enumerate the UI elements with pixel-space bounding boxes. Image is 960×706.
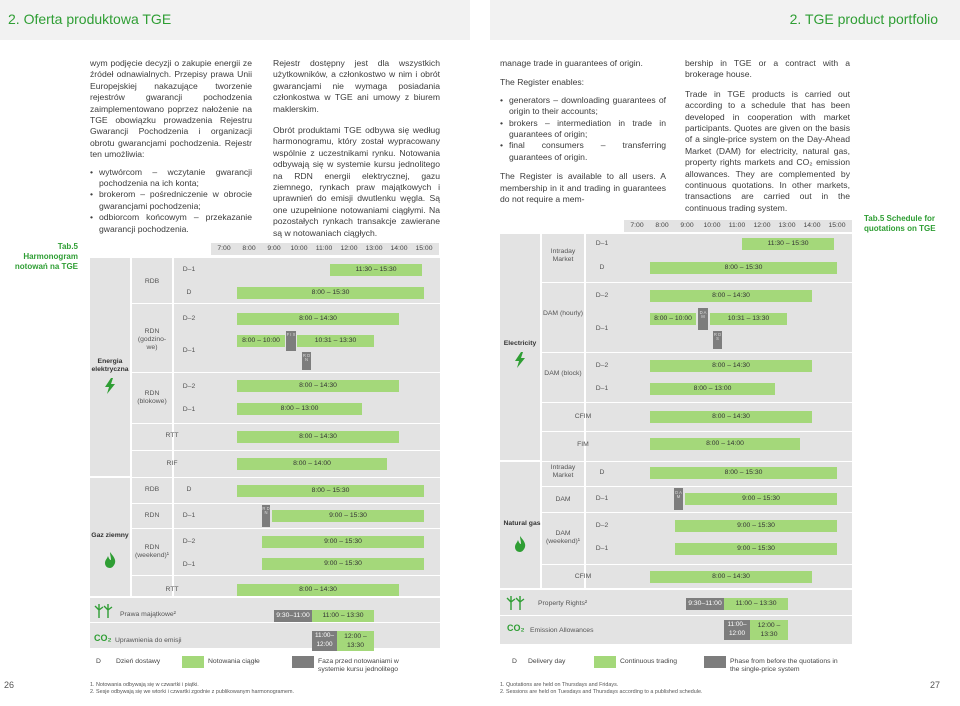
row-divider: [542, 512, 852, 513]
footnote: 1. Quotations are held on Thursdays and Fridays.: [500, 682, 619, 688]
left-table-caption: Tab.5 Harmonogram notowań na TGE: [14, 242, 78, 271]
time-tick: 10:00: [290, 245, 308, 252]
row-divider: [542, 282, 852, 283]
lightning-icon: [514, 352, 526, 368]
day-label: D–1: [182, 347, 196, 354]
day-label: D–1: [182, 512, 196, 519]
paragraph: Rejestr dostępny jest dla wszystkich użytkowników, a członkostwo w nim i obrót gwarancjami nie wymaga posiadania członkostwa w TGE ani umowy z biurem maklerskim.: [273, 58, 440, 114]
day-label: D: [186, 486, 192, 493]
schedule-bar: 8:00 – 15:30: [237, 287, 424, 299]
dam-phase-marker: D A M: [698, 308, 708, 330]
schedule-bar: 11:00 – 13:30: [312, 610, 374, 622]
footnote: 1. Notowania odbywają się w czwartki i piątki.: [90, 682, 199, 688]
row-label-gas-intraday: Intraday Market: [550, 464, 576, 479]
electricity-label: Energia elektryczna: [91, 358, 129, 373]
day-label: D–2: [595, 522, 609, 529]
schedule-bar: 8:00 – 13:00: [650, 383, 775, 395]
day-label: D–1: [182, 266, 196, 273]
time-tick: 9:00: [267, 245, 281, 252]
schedule-bar: 11:30 – 15:30: [742, 238, 834, 250]
row-label-rif: RIF: [166, 460, 178, 467]
paragraph: Trade in TGE products is carried out according to a schedule that has been developed in cooperation with market participants. Quotes are given on the basis of a single-price system on the Day-Ahead Market (DAM) for electricity, natural gas, property rights markets and CO₂ emission allowances. They are complemented by continuous quotations. In other markets, transactions are carried out in the continuous trading system.: [685, 88, 850, 213]
day-label: D: [599, 469, 605, 476]
row-label-property-rights: Prawa majątkowe²: [120, 611, 176, 618]
rds-phase-marker: R D S: [713, 331, 722, 349]
day-label: D–1: [595, 325, 609, 332]
right-text-col1: [500, 58, 666, 211]
schedule-bar: 9:00 – 15:30: [262, 536, 424, 548]
electricity-label: Electricity: [503, 340, 537, 347]
schedule-bar: 8:00 – 14:30: [650, 290, 812, 302]
legend-phase-swatch: [704, 656, 726, 668]
legend-phase-swatch: [292, 656, 314, 668]
time-tick: 11:00: [315, 245, 333, 252]
schedule-bar: 10:31 – 13:30: [297, 335, 374, 347]
paragraph: bership in TGE or a contract with a brokerage house.: [685, 58, 850, 80]
schedule-bar: 9:00 – 15:30: [685, 493, 837, 505]
list-item: • wytwórcom – wczytanie gwarancji pochodzenia na ich konta;: [90, 167, 252, 190]
time-tick: 15:00: [828, 222, 846, 229]
left-header: [0, 0, 470, 40]
row-label-rdn-hourly: RDN (godzino-we): [137, 328, 167, 351]
day-label: D–2: [182, 538, 196, 545]
legend-phase-text: Phase from before the quotations in the single-price system: [730, 658, 838, 673]
row-divider: [500, 615, 852, 616]
row-divider: [542, 352, 852, 353]
legend-day-text: Dzień dostawy: [116, 658, 161, 665]
extra-row-panel: [500, 590, 852, 644]
paragraph: manage trade in guarantees of origin.: [500, 58, 643, 68]
list-item: • odbiorcom końcowym – przekazanie gwarancji pochodzenia.: [90, 212, 252, 235]
co2-icon: CO₂: [94, 633, 112, 643]
right-text-col2: [685, 58, 850, 220]
list-item: • final consumers – transferring guarantees of origin.: [500, 140, 666, 163]
legend-day-key: D: [96, 658, 101, 665]
schedule-bar-phase: 9:30–11:00: [686, 598, 724, 610]
row-label-rdn-block: RDN (blokowe): [137, 390, 167, 405]
day-label: D–2: [182, 315, 196, 322]
legend-continuous-swatch: [182, 656, 204, 668]
rdn-phase-marker: R D N: [302, 352, 311, 370]
day-label: D–2: [182, 383, 196, 390]
schedule-bar: 12:00 – 13:30: [750, 620, 788, 640]
row-label-gas-rdn-weekend: RDN (weekend)¹: [135, 544, 169, 559]
row-divider: [542, 486, 852, 487]
row-label-dam-block: DAM (block): [544, 370, 582, 377]
bullet-list: [500, 95, 666, 163]
day-label: D–1: [595, 240, 609, 247]
row-label-intraday: Intraday Market: [550, 248, 576, 263]
list-item: • generators – downloading guarantees of origin to their accounts;: [500, 95, 666, 118]
time-tick: 7:00: [630, 222, 644, 229]
schedule-bar: 9:00 – 15:30: [262, 558, 424, 570]
page-number-left: 26: [4, 680, 15, 690]
day-column-panel: [586, 234, 624, 588]
bullet-list: [90, 167, 252, 235]
left-text-col1: [90, 58, 252, 241]
row-divider: [90, 477, 440, 478]
row-label-gas-cfim: CFIM: [574, 573, 592, 580]
schedule-bar: 11:00 – 13:30: [724, 598, 788, 610]
right-header: [490, 0, 960, 40]
right-time-header: [624, 220, 852, 232]
time-tick: 14:00: [803, 222, 821, 229]
time-tick: 8:00: [655, 222, 669, 229]
row-label-property-rights: Property Rights²: [538, 600, 588, 607]
schedule-bar: 8:00 – 10:00: [650, 313, 696, 325]
row-divider: [132, 303, 440, 304]
time-tick: 13:00: [778, 222, 796, 229]
page-number-right: 27: [930, 680, 941, 690]
right-table-caption: Tab.5 Schedule for quotations on TGE: [864, 214, 936, 233]
row-label-fim: FIM: [577, 441, 589, 448]
time-tick: 14:00: [390, 245, 408, 252]
row-label-emissions: Uprawnienia do emisji: [115, 637, 182, 644]
schedule-bar: 8:00 – 14:30: [650, 411, 812, 423]
paragraph: Obrót produktami TGE odbywa się według harmonogramu, który został wypracowany wspólnie z uczestnikami rynku. Notowania odbywają się w systemie kursu jednolitego na RDN energii elektrycznej, gazu ziemnego, rynkach praw majątkowych i uprawnień do emisji dwutlenku węgla. Są one uzupełnione notowaniami ciągłymi. Na pozostałych rynkach transakcje zawierane są w notowaniach ciągłych.: [273, 125, 440, 238]
schedule-bar: 11:30 – 15:30: [330, 264, 422, 276]
schedule-bar: 8:00 – 10:00: [237, 335, 285, 347]
row-divider: [132, 450, 440, 451]
schedule-bar-phase: 9:30–11:00: [274, 610, 312, 622]
time-tick: 15:00: [415, 245, 433, 252]
schedule-bar: 8:00 – 15:30: [650, 467, 837, 479]
day-label: D–1: [595, 545, 609, 552]
time-tick: 12:00: [340, 245, 358, 252]
schedule-bar: 9:00 – 15:30: [272, 510, 424, 522]
footnote: 2. Sesje odbywają się we wtorki i czwartki zgodnie z publikowanym harmonogramem.: [90, 689, 295, 695]
schedule-bar: 10:31 – 13:30: [710, 313, 787, 325]
paragraph: wym podjęcie decyzji o zakupie energii ze źródeł odnawialnych. Przepisy prawa Unii Europejskiej nakazujące tworzenie rejestrów gwarancji pochodzenia zaimplementowano poprzez nałożenie na TGE obowiązku prowadzenia Rejestru Gwarancji Pochodzenia i organizacji obrotu gwarancjami pochodzenia. Rejestr ten umożliwia:: [90, 58, 252, 160]
row-label-rtt: RTT: [165, 432, 179, 439]
row-divider: [132, 575, 440, 576]
time-tick: 7:00: [217, 245, 231, 252]
schedule-bar: 9:00 – 15:30: [675, 520, 837, 532]
left-text-col2: [273, 58, 440, 245]
row-divider: [90, 622, 440, 623]
day-label: D–1: [182, 406, 196, 413]
row-label-gas-dam-weekend: DAM (weekend)¹: [546, 530, 580, 545]
time-tick: 12:00: [753, 222, 771, 229]
day-label: D–1: [182, 561, 196, 568]
row-label-dam-hourly: DAM (hourly): [542, 310, 584, 317]
row-divider: [132, 528, 440, 529]
wind-turbine-icon: [94, 602, 114, 618]
day-label: D–1: [595, 495, 609, 502]
lightning-icon: [104, 378, 116, 394]
time-tick: 11:00: [728, 222, 746, 229]
gas-label: Natural gas: [503, 520, 541, 527]
schedule-bar: 8:00 – 14:30: [650, 360, 812, 372]
row-divider: [542, 431, 852, 432]
schedule-bar: 8:00 – 14:30: [237, 584, 399, 596]
row-divider: [500, 461, 852, 462]
schedule-bar: 8:00 – 14:30: [237, 313, 399, 325]
legend-continuous-text: Continuous trading: [620, 658, 678, 665]
schedule-bar: 12:00 – 13:30: [337, 631, 374, 651]
day-label: D–2: [595, 362, 609, 369]
legend-day-text: Delivery day: [528, 658, 566, 665]
left-page-title: 2. Oferta produktowa TGE: [8, 11, 172, 27]
day-label: D–2: [595, 292, 609, 299]
row-divider: [132, 503, 440, 504]
gas-label: Gaz ziemny: [91, 532, 129, 539]
schedule-bar: 8:00 – 13:00: [237, 403, 362, 415]
row-divider: [542, 402, 852, 403]
legend-continuous-text: Notowania ciągłe: [208, 658, 260, 665]
legend-day-key: D: [512, 658, 517, 665]
schedule-bar: 8:00 – 14:30: [650, 571, 812, 583]
list-item: • brokerom – pośredniczenie w obrocie gwarancjami pochodzenia;: [90, 189, 252, 212]
time-tick: 8:00: [242, 245, 256, 252]
row-label-gas-rdb: RDB: [144, 486, 160, 493]
time-tick: 10:00: [703, 222, 721, 229]
legend-continuous-swatch: [594, 656, 616, 668]
day-label: D–1: [595, 385, 609, 392]
schedule-bar: 8:00 – 14:30: [237, 380, 399, 392]
schedule-bar: 8:00 – 14:00: [237, 458, 387, 470]
row-divider: [132, 423, 440, 424]
schedule-bar: 9:00 – 15:30: [675, 543, 837, 555]
day-label: D: [186, 289, 192, 296]
wind-turbine-icon: [506, 594, 526, 610]
legend-phase-text: Faza przed notowaniami w systemie kursu jednolitego: [318, 658, 399, 673]
paragraph: The Register enables:: [500, 77, 585, 88]
footnote: 2. Sessions are held on Tuesdays and Thursdays according to a published schedule.: [500, 689, 703, 695]
rdn-phase-marker: R D N: [262, 505, 270, 527]
schedule-bar: 8:00 – 14:30: [237, 431, 399, 443]
row-label-rdb: RDB: [144, 278, 160, 285]
row-label-cfim: CFIM: [574, 413, 592, 420]
time-tick: 13:00: [365, 245, 383, 252]
fix-phase-marker: F I X: [286, 331, 296, 351]
flame-icon: [514, 536, 526, 552]
day-label: D: [599, 264, 605, 271]
paragraph: The Register is available to all users. A membership in it and trading in guarantees do not require a mem-: [500, 171, 666, 205]
schedule-bar: 8:00 – 15:30: [237, 485, 424, 497]
schedule-bar: 8:00 – 14:00: [650, 438, 800, 450]
time-tick: 9:00: [680, 222, 694, 229]
flame-icon: [104, 552, 116, 568]
row-label-gas-rtt: RTT: [165, 586, 179, 593]
row-divider: [132, 372, 440, 373]
row-label-emissions: Emission Allowances: [530, 627, 594, 634]
dam-phase-marker: D A M: [674, 488, 683, 510]
list-item: • brokers – intermediation in trade in guarantees of origin;: [500, 118, 666, 141]
row-label-gas-dam: DAM: [555, 496, 571, 503]
co2-icon: CO₂: [507, 623, 525, 633]
schedule-bar-phase: 11:00–12:00: [312, 631, 337, 651]
schedule-bar-phase: 11:00–12:00: [724, 620, 750, 640]
right-page-title: 2. TGE product portfolio: [789, 11, 938, 27]
row-divider: [542, 564, 852, 565]
row-label-gas-rdn: RDN: [144, 512, 160, 519]
left-time-header: [211, 243, 439, 255]
schedule-bar: 8:00 – 15:30: [650, 262, 837, 274]
